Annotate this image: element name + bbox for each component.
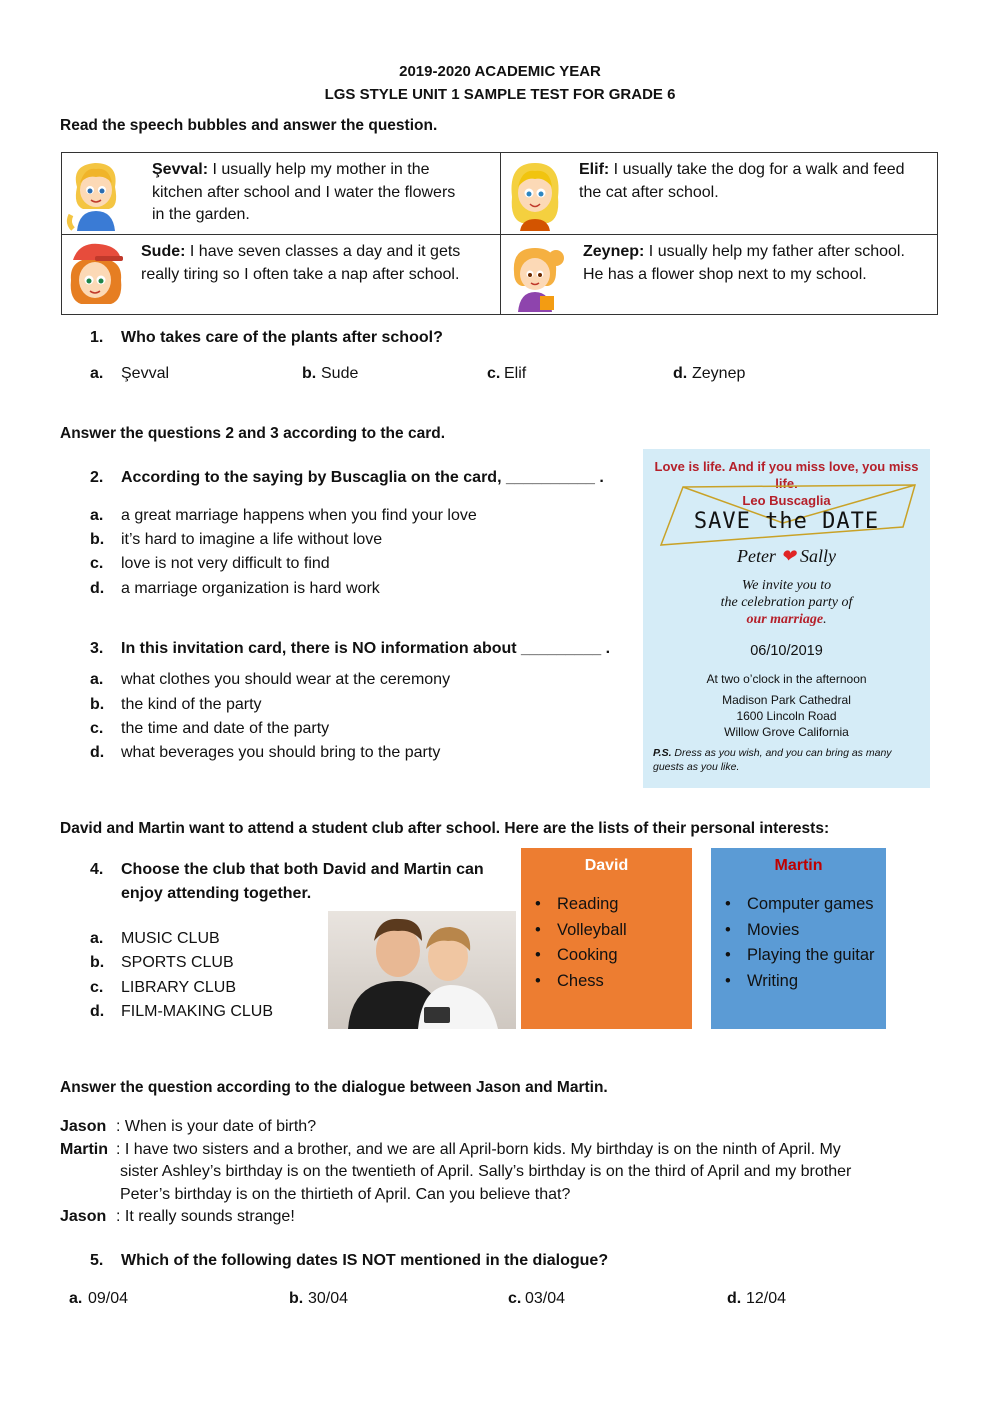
dialogue-line: Jason : It really sounds strange! <box>60 1208 295 1225</box>
list-item: • Writing <box>725 969 875 995</box>
question-5: 5. Which of the following dates IS NOT mentioned in the dialogue? <box>90 1252 609 1269</box>
doc-title-line1: 2019-2020 ACADEMIC YEAR <box>399 63 601 80</box>
card-time: At two o’clock in the afternoon <box>706 672 867 686</box>
q2-option-d[interactable]: d. a marriage organization is hard work <box>90 580 380 597</box>
section1-instruction: Read the speech bubbles and answer the question. <box>60 117 438 134</box>
section2-instruction: Answer the questions 2 and 3 according to the card. <box>60 425 445 442</box>
q5-option-a[interactable]: a. 09/04 <box>69 1290 129 1307</box>
q5-option-d[interactable]: d. 12/04 <box>727 1290 787 1307</box>
q4-option-d[interactable]: d. FILM-MAKING CLUB <box>90 1003 274 1020</box>
sevval-avatar <box>65 157 127 231</box>
q2-option-b[interactable]: b. it’s hard to imagine a life without love <box>90 531 383 548</box>
bubble-sude: Sude: I have seven classes a day and it gets really tiring so I often take a nap after school. <box>141 243 461 283</box>
bubble-zeynep: Zeynep: I usually help my father after school. He has a flower shop next to my school. <box>583 243 905 283</box>
david-interests-box <box>521 848 692 1029</box>
martin-title: Martin <box>774 857 823 874</box>
bubble-elif: Elif: I usually take the dog for a walk and feed the cat after school. <box>579 161 905 201</box>
q4-option-b[interactable]: b. SPORTS CLUB <box>90 954 234 971</box>
q1-option-a[interactable]: a. Şevval <box>90 365 170 382</box>
dialogue-line: Martin : I have two sisters and a brother, and we are all April-born kids. My birthday is on the ninth of April. My sister Ashley’s birthday is on the twentieth of April. Sally’s birthday is on the third of April and my brother Peter’s birthday is on the thirtieth of April. Can you believe that? <box>60 1140 852 1203</box>
boys-photo <box>328 911 516 1029</box>
martin-interests-box <box>711 848 886 1029</box>
speech-bubble-table <box>61 152 938 315</box>
bubble-sevval: Şevval: I usually help my mother in the kitchen after school and I water the flowers in the garden. <box>152 161 456 223</box>
couple-names: Peter ❤ Sally <box>736 546 837 566</box>
q4-option-c[interactable]: c. LIBRARY CLUB <box>90 979 237 996</box>
q2-option-c[interactable]: c. love is not very difficult to find <box>90 555 330 572</box>
list-item: • Playing the guitar <box>725 943 875 969</box>
elif-avatar <box>504 157 566 231</box>
card-quote: Love is life. And if you miss love, you miss life. Leo Buscaglia <box>654 459 919 508</box>
list-item: • Movies <box>725 918 875 944</box>
david-title: David <box>584 857 629 874</box>
q3-option-b[interactable]: b. the kind of the party <box>90 696 262 713</box>
q1-option-b[interactable]: b. Sude <box>302 365 359 382</box>
section3-instruction: David and Martin want to attend a student club after school. Here are the lists of their personal interests: <box>60 820 830 837</box>
card-place: Madison Park Cathedral 1600 Lincoln Road Willow Grove California <box>722 693 851 739</box>
list-item: • Reading <box>535 892 627 918</box>
question-4: 4. Choose the club that both David and Martin can enjoy attending together. <box>90 861 484 902</box>
card-ps: P.S. Dress as you wish, and you can bring as many guests as you like. <box>653 747 892 773</box>
card-date: 06/10/2019 <box>750 643 823 659</box>
invitation-card <box>643 449 930 788</box>
q1-option-d[interactable]: d. Zeynep <box>673 365 746 382</box>
question-2: 2. According to the saying by Buscaglia on the card, __________ . <box>90 469 604 486</box>
heart-icon: ❤ <box>780 546 796 566</box>
q3-option-c[interactable]: c. the time and date of the party <box>90 720 330 737</box>
list-item: • Chess <box>535 969 627 995</box>
q3-option-d[interactable]: d. what beverages you should bring to the party <box>90 744 441 761</box>
zeynep-avatar <box>504 238 566 312</box>
sude-avatar <box>65 238 127 312</box>
list-item: • Cooking <box>535 943 627 969</box>
q1-option-c[interactable]: c. Elif <box>487 365 527 382</box>
q4-option-a[interactable]: a. MUSIC CLUB <box>90 930 220 947</box>
q5-option-c[interactable]: c. 03/04 <box>508 1290 566 1307</box>
list-item: • Computer games <box>725 892 875 918</box>
q5-option-b[interactable]: b. 30/04 <box>289 1290 349 1307</box>
invite-text: We invite you to the celebration party of our marriage. <box>720 578 853 627</box>
question-1: 1. Who takes care of the plants after school? <box>90 329 443 346</box>
q3-option-a[interactable]: a. what clothes you should wear at the ceremony <box>90 671 451 688</box>
save-the-date: SAVE the DATE <box>693 509 880 534</box>
section4-instruction: Answer the question according to the dialogue between Jason and Martin. <box>60 1079 608 1096</box>
q2-option-a[interactable]: a. a great marriage happens when you find your love <box>90 507 477 524</box>
dialogue-line: Jason : When is your date of birth? <box>60 1118 317 1135</box>
list-item: • Volleyball <box>535 918 627 944</box>
doc-title-line2: LGS STYLE UNIT 1 SAMPLE TEST FOR GRADE 6 <box>324 86 676 103</box>
dialogue <box>60 1116 940 1230</box>
question-3: 3. In this invitation card, there is NO information about _________ . <box>90 640 611 657</box>
